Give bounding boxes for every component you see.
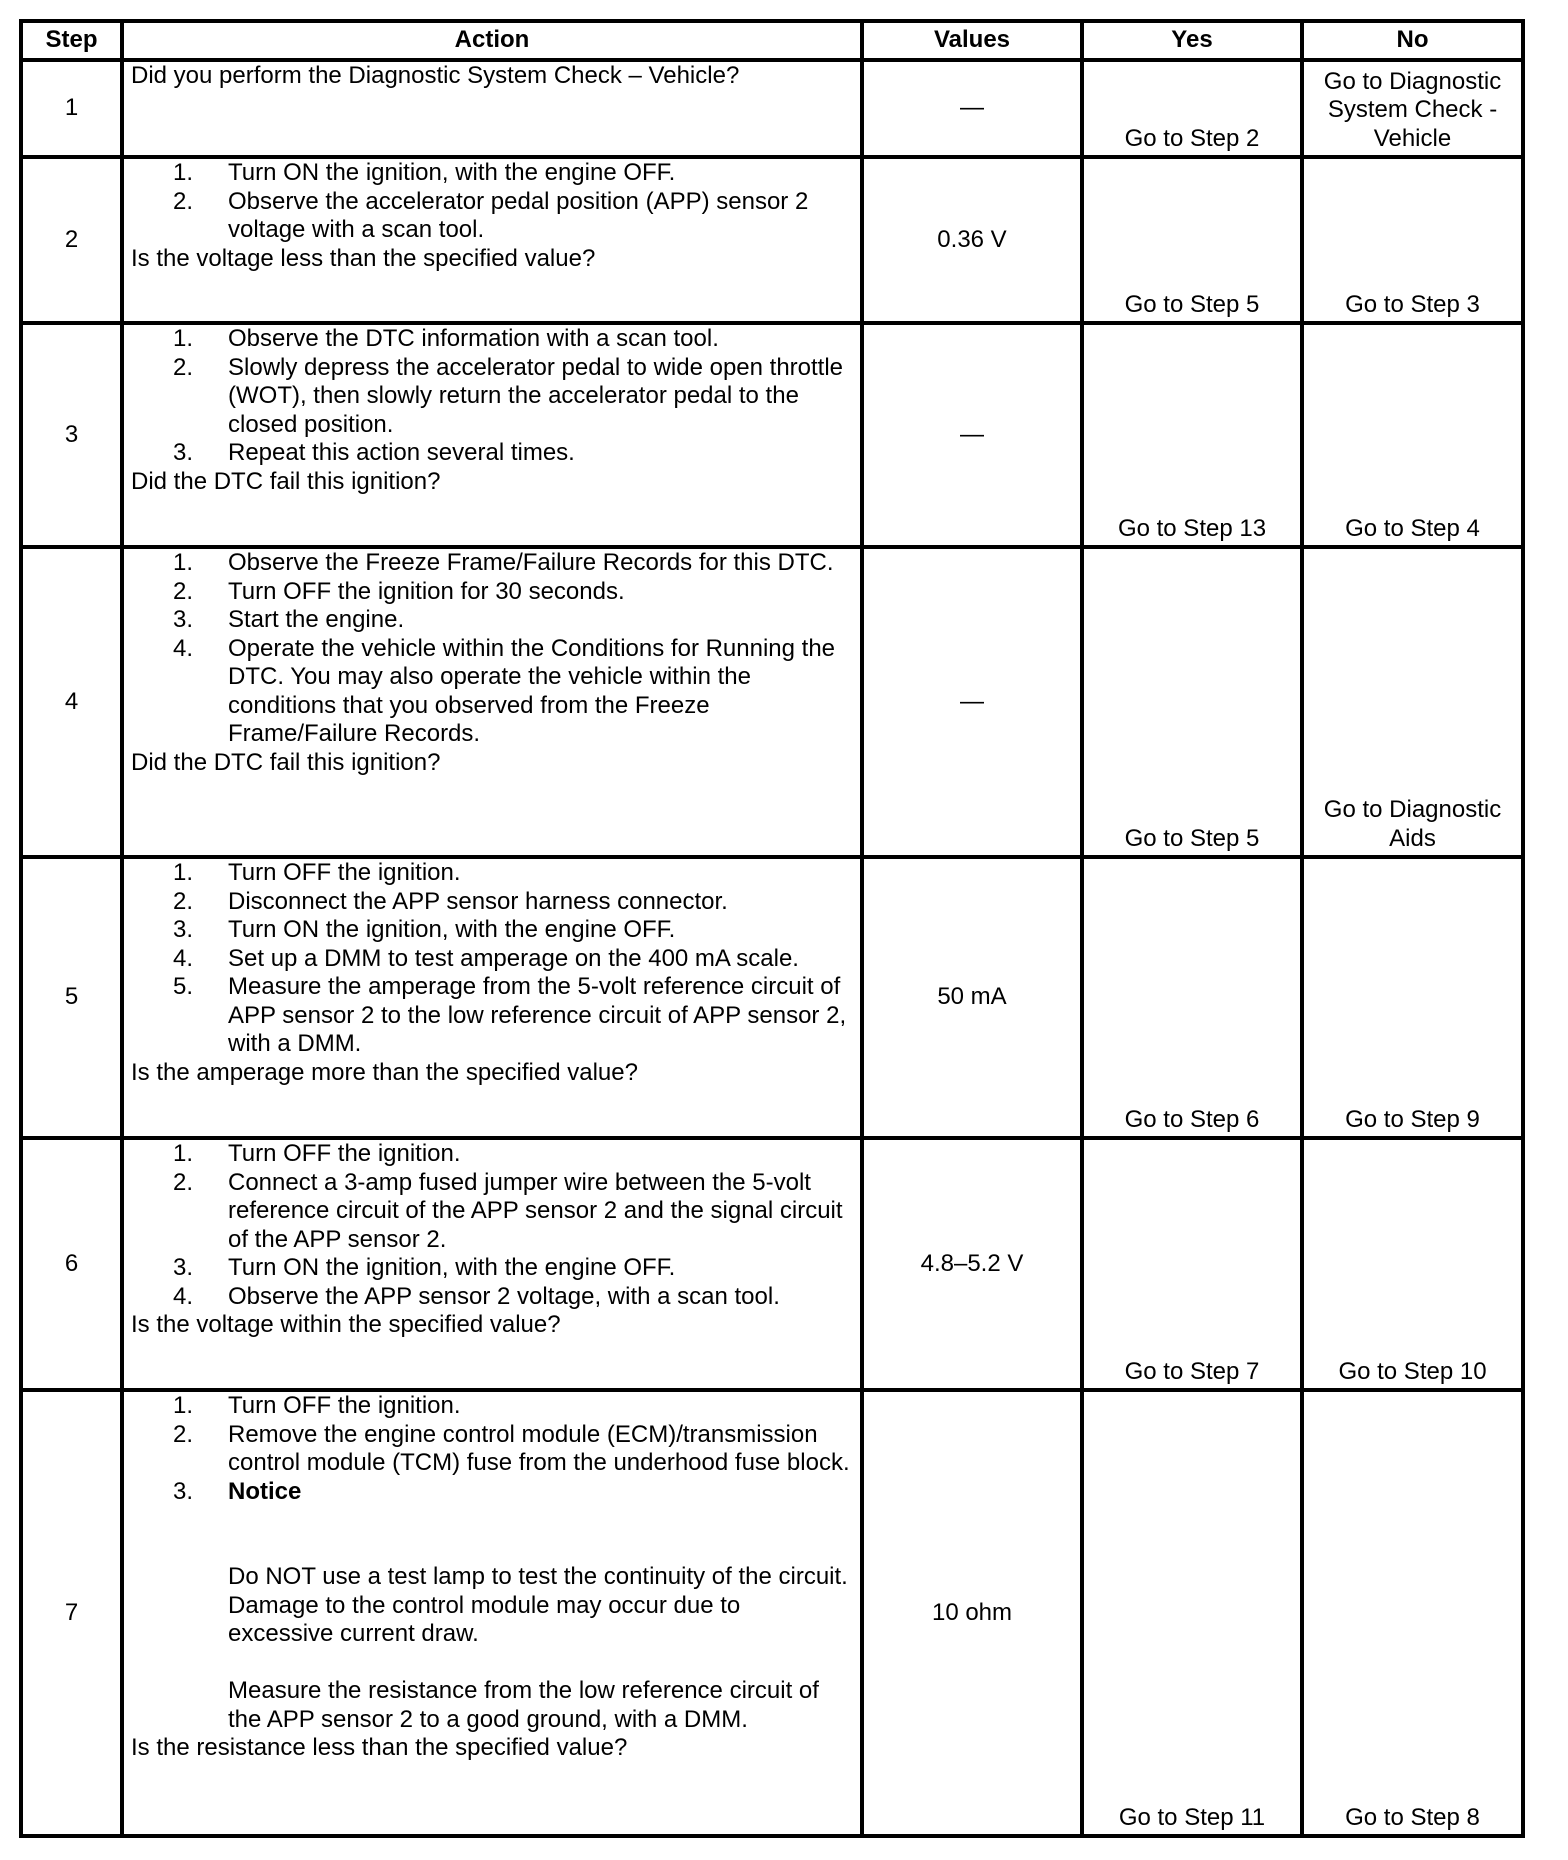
item-text: Remove the engine control module (ECM)/transmission control module (TCM) fuse from the underhood fuse block. xyxy=(228,1420,850,1476)
item-number: 1. xyxy=(173,1140,194,1167)
table-row xyxy=(21,547,1523,857)
action-item xyxy=(131,1421,852,1478)
item-number: 4. xyxy=(173,944,194,972)
item-number: 1. xyxy=(173,549,194,576)
item-number: 2. xyxy=(173,353,194,381)
value-cell: — xyxy=(862,547,1082,857)
step-number: 2 xyxy=(21,157,122,323)
action-item xyxy=(131,945,852,974)
action-cell xyxy=(122,1138,862,1390)
yes-cell: Go to Step 5 xyxy=(1082,547,1302,857)
item-text: Observe the accelerator pedal position (APP) sensor 2 voltage with a scan tool. xyxy=(228,187,809,243)
header-values: Values xyxy=(862,21,1082,60)
action-question: Did you perform the Diagnostic System Check – Vehicle? xyxy=(131,62,740,89)
step-number: 5 xyxy=(21,857,122,1138)
action-item xyxy=(131,354,852,440)
item-number: 2. xyxy=(173,187,194,215)
item-number: 3. xyxy=(173,916,194,943)
action-item xyxy=(131,578,852,607)
action-question: Is the voltage less than the specified value? xyxy=(131,244,596,272)
action-question: Is the voltage within the specified value? xyxy=(131,1311,561,1338)
value-cell: 4.8–5.2 V xyxy=(862,1138,1082,1390)
item-text: Turn OFF the ignition. xyxy=(228,1392,461,1419)
item-text: Slowly depress the accelerator pedal to wide open throttle (WOT), then slowly return the accelerator pedal to the closed position. xyxy=(228,353,844,438)
item-number: 1. xyxy=(173,159,194,186)
action-item xyxy=(131,1478,852,1735)
header-action: Action xyxy=(122,21,862,60)
action-item xyxy=(131,1283,852,1312)
item-text: Turn OFF the ignition for 30 seconds. xyxy=(228,577,625,605)
action-question: Did the DTC fail this ignition? xyxy=(131,467,441,495)
action-item xyxy=(131,888,852,917)
table-row xyxy=(21,857,1523,1138)
no-cell: Go to Step 10 xyxy=(1302,1138,1523,1390)
item-number: 1. xyxy=(173,859,194,886)
action-question: Is the amperage more than the specified value? xyxy=(131,1058,638,1086)
table-row xyxy=(21,323,1523,547)
action-list xyxy=(131,325,852,468)
item-text: Turn ON the ignition, with the engine OFF. xyxy=(228,1254,676,1281)
item-text: Turn ON the ignition, with the engine OFF. xyxy=(228,159,676,186)
yes-cell: Go to Step 13 xyxy=(1082,323,1302,547)
action-item xyxy=(131,1392,852,1421)
yes-cell: Go to Step 2 xyxy=(1082,60,1302,157)
header-step: Step xyxy=(21,21,122,60)
item-text: Operate the vehicle within the Conditions for Running the DTC. You may also operate the vehicle within the conditions that you observed from the Freeze Frame/Failure Records. xyxy=(228,634,836,747)
action-item xyxy=(131,1254,852,1283)
item-text: Disconnect the APP sensor harness connector. xyxy=(228,887,728,915)
step-number: 4 xyxy=(21,547,122,857)
item-text: Observe the Freeze Frame/Failure Records for this DTC. xyxy=(228,549,834,576)
item-number: 1. xyxy=(173,325,194,352)
action-item xyxy=(131,973,852,1059)
table-row xyxy=(21,1138,1523,1390)
action-list xyxy=(131,549,852,749)
no-cell: Go to Diagnostic Aids xyxy=(1302,547,1523,857)
item-number: 3. xyxy=(173,439,194,466)
value-cell: — xyxy=(862,323,1082,547)
value-cell: 0.36 V xyxy=(862,157,1082,323)
item-number: 3. xyxy=(173,1477,194,1505)
yes-cell: Go to Step 6 xyxy=(1082,857,1302,1138)
table-row xyxy=(21,1390,1523,1836)
item-number: 4. xyxy=(173,1282,194,1310)
item-text: Turn OFF the ignition. xyxy=(228,1140,461,1167)
action-list xyxy=(131,1392,852,1734)
value-cell: 10 ohm xyxy=(862,1390,1082,1836)
item-number: 3. xyxy=(173,606,194,633)
action-list xyxy=(131,159,852,245)
action-item xyxy=(131,916,852,945)
no-cell: Go to Step 4 xyxy=(1302,323,1523,547)
no-cell: Go to Step 3 xyxy=(1302,157,1523,323)
yes-cell: Go to Step 7 xyxy=(1082,1138,1302,1390)
notice-paragraph: Measure the resistance from the low reference circuit of the APP sensor 2 to a good ground, with a DMM. xyxy=(228,1677,819,1733)
action-item xyxy=(131,635,852,749)
item-text: Start the engine. xyxy=(228,606,405,633)
action-cell xyxy=(122,857,862,1138)
action-item xyxy=(131,606,852,635)
item-text: Turn OFF the ignition. xyxy=(228,859,461,886)
action-cell xyxy=(122,1390,862,1836)
diagnostic-table xyxy=(19,19,1525,1838)
action-question: Is the resistance less than the specified value? xyxy=(131,1734,628,1761)
item-number: 5. xyxy=(173,973,194,1000)
table-row xyxy=(21,157,1523,323)
no-cell: Go to Step 8 xyxy=(1302,1390,1523,1836)
item-text: Measure the amperage from the 5-volt reference circuit of APP sensor 2 to the low reference circuit of APP sensor 2, with a DMM. xyxy=(228,973,847,1057)
action-item xyxy=(131,439,852,468)
action-cell xyxy=(122,60,862,157)
item-number: 3. xyxy=(173,1254,194,1281)
action-item xyxy=(131,1140,852,1169)
item-text: Connect a 3-amp fused jumper wire between the 5-volt reference circuit of the APP sensor 2 and the signal circuit of the APP sensor 2. xyxy=(228,1168,843,1253)
action-list xyxy=(131,1140,852,1311)
item-text: Set up a DMM to test amperage on the 400 mA scale. xyxy=(228,944,799,972)
notice-heading: Notice xyxy=(228,1477,302,1505)
step-number: 1 xyxy=(21,60,122,157)
action-item xyxy=(131,159,852,188)
step-number: 7 xyxy=(21,1390,122,1836)
header-no: No xyxy=(1302,21,1523,60)
step-number: 3 xyxy=(21,323,122,547)
header-row xyxy=(21,21,1523,60)
item-text: Repeat this action several times. xyxy=(228,439,575,466)
no-cell: Go to Diagnostic System Check - Vehicle xyxy=(1302,60,1523,157)
item-number: 2. xyxy=(173,887,194,915)
action-question: Did the DTC fail this ignition? xyxy=(131,748,441,776)
step-number: 6 xyxy=(21,1138,122,1390)
table-row xyxy=(21,60,1523,157)
item-text: Turn ON the ignition, with the engine OFF. xyxy=(228,916,676,943)
action-item xyxy=(131,188,852,245)
action-item xyxy=(131,1169,852,1255)
header-yes: Yes xyxy=(1082,21,1302,60)
yes-cell: Go to Step 5 xyxy=(1082,157,1302,323)
item-number: 2. xyxy=(173,1168,194,1196)
item-number: 1. xyxy=(173,1392,194,1419)
notice-paragraph: Do NOT use a test lamp to test the continuity of the circuit. Damage to the control module may occur due to excessive current draw. xyxy=(228,1563,848,1647)
action-item xyxy=(131,549,852,578)
action-cell xyxy=(122,547,862,857)
no-cell: Go to Step 9 xyxy=(1302,857,1523,1138)
action-item xyxy=(131,325,852,354)
notice-block xyxy=(228,1478,852,1735)
item-number: 2. xyxy=(173,577,194,605)
action-cell xyxy=(122,157,862,323)
yes-cell: Go to Step 11 xyxy=(1082,1390,1302,1836)
item-number: 2. xyxy=(173,1420,194,1448)
value-cell: 50 mA xyxy=(862,857,1082,1138)
item-number: 4. xyxy=(173,634,194,662)
action-cell xyxy=(122,323,862,547)
value-cell: — xyxy=(862,60,1082,157)
action-list xyxy=(131,859,852,1059)
item-text: Observe the DTC information with a scan tool. xyxy=(228,325,719,352)
action-item xyxy=(131,859,852,888)
item-text: Observe the APP sensor 2 voltage, with a scan tool. xyxy=(228,1282,780,1310)
